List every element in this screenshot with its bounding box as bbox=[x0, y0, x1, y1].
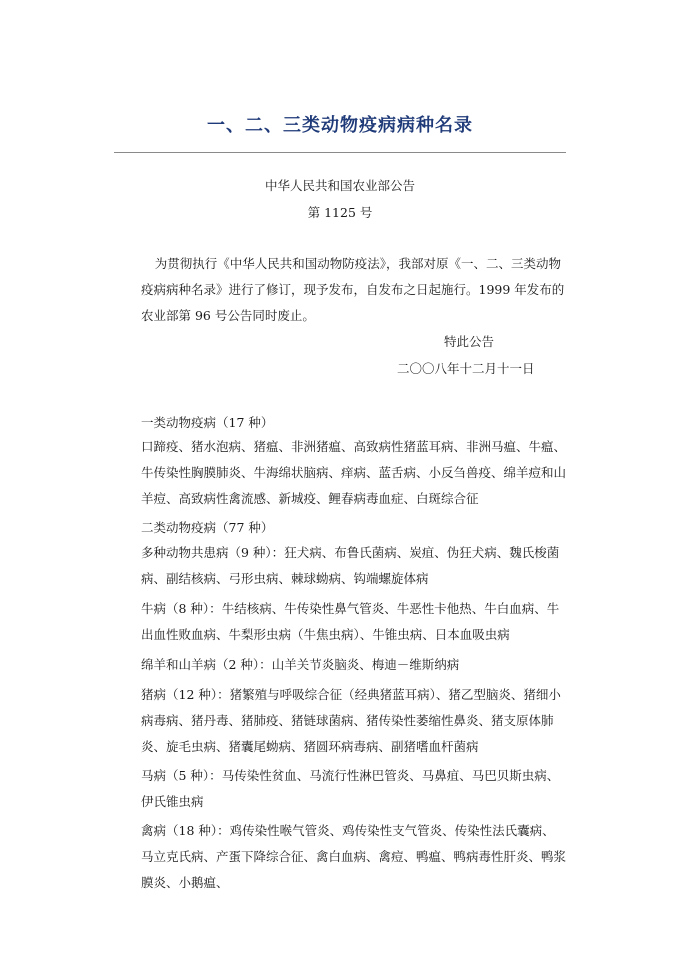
group-diseases: 狂犬病、布鲁氏菌病、炭疽、伪狂犬病、魏氏梭菌病、副结核病、弓形虫病、棘球蚴病、钩端螺旋体病 bbox=[141, 545, 560, 586]
issuer-line: 中华人民共和国农业部公告 bbox=[264, 178, 415, 193]
document-title: 一、二、三类动物疫病病种名录 bbox=[207, 115, 473, 136]
group-cattle bbox=[141, 596, 566, 648]
group-label: 猪病（12 种）： bbox=[141, 687, 230, 702]
group-label: 牛病（8 种）： bbox=[141, 601, 222, 616]
title-divider bbox=[114, 152, 566, 153]
closing-line: 特此公告 bbox=[444, 334, 495, 349]
intro-paragraph: 为贯彻执行《中华人民共和国动物防疫法》，我部对原《一、二、三类动物疫病病种名录》进行了修订，现予发布，自发布之日起施行。1999 年发布的农业部第 96 号公告同时废止。 bbox=[141, 256, 565, 323]
category-one-heading: 一类动物疫病（17 种） bbox=[141, 415, 274, 430]
category-two-heading: 二类动物疫病（77 种） bbox=[141, 520, 274, 535]
group-multi-species bbox=[141, 540, 566, 592]
group-label: 绵羊和山羊病（2 种）： bbox=[141, 657, 272, 672]
group-poultry bbox=[141, 818, 566, 896]
group-diseases: 马传染性贫血、马流行性淋巴管炎、马鼻疽、马巴贝斯虫病、伊氏锥虫病 bbox=[141, 768, 560, 809]
category-one-diseases: 口蹄疫、猪水泡病、猪瘟、非洲猪瘟、高致病性猪蓝耳病、非洲马瘟、牛瘟、牛传染性胸膜肺炎、牛海绵状脑病、痒病、蓝舌病、小反刍兽疫、绵羊痘和山羊痘、高致病性禽流感、新城疫、鲤春病毒血症、白斑综合征 bbox=[141, 439, 567, 506]
group-label: 禽病（18 种）： bbox=[141, 823, 230, 838]
group-sheep-goat bbox=[141, 652, 566, 678]
issue-date: 二〇〇八年十二月十一日 bbox=[397, 361, 535, 376]
group-diseases: 鸡传染性喉气管炎、鸡传染性支气管炎、传染性法氏囊病、马立克氏病、产蛋下降综合征、禽白血病、禽痘、鸭瘟、鸭病毒性肝炎、鸭浆膜炎、小鹅瘟、 bbox=[141, 823, 567, 890]
group-label: 马病（5 种）： bbox=[141, 768, 222, 783]
group-diseases: 猪繁殖与呼吸综合征（经典猪蓝耳病）、猪乙型脑炎、猪细小病毒病、猪丹毒、猪肺疫、猪链球菌病、猪传染性萎缩性鼻炎、猪支原体肺炎、旋毛虫病、猪囊尾蚴病、猪圆环病毒病、副猪嗜血杆菌病 bbox=[141, 687, 561, 754]
group-label: 多种动物共患病（9 种）： bbox=[141, 545, 285, 560]
group-equine bbox=[141, 763, 566, 815]
group-diseases: 牛结核病、牛传染性鼻气管炎、牛恶性卡他热、牛白血病、牛出血性败血病、牛梨形虫病（牛焦虫病）、牛锥虫病、日本血吸虫病 bbox=[141, 601, 560, 642]
group-diseases: 山羊关节炎脑炎、梅迪－维斯纳病 bbox=[271, 657, 460, 672]
announcement-number: 第 1125 号 bbox=[307, 205, 373, 220]
group-swine bbox=[141, 682, 566, 760]
